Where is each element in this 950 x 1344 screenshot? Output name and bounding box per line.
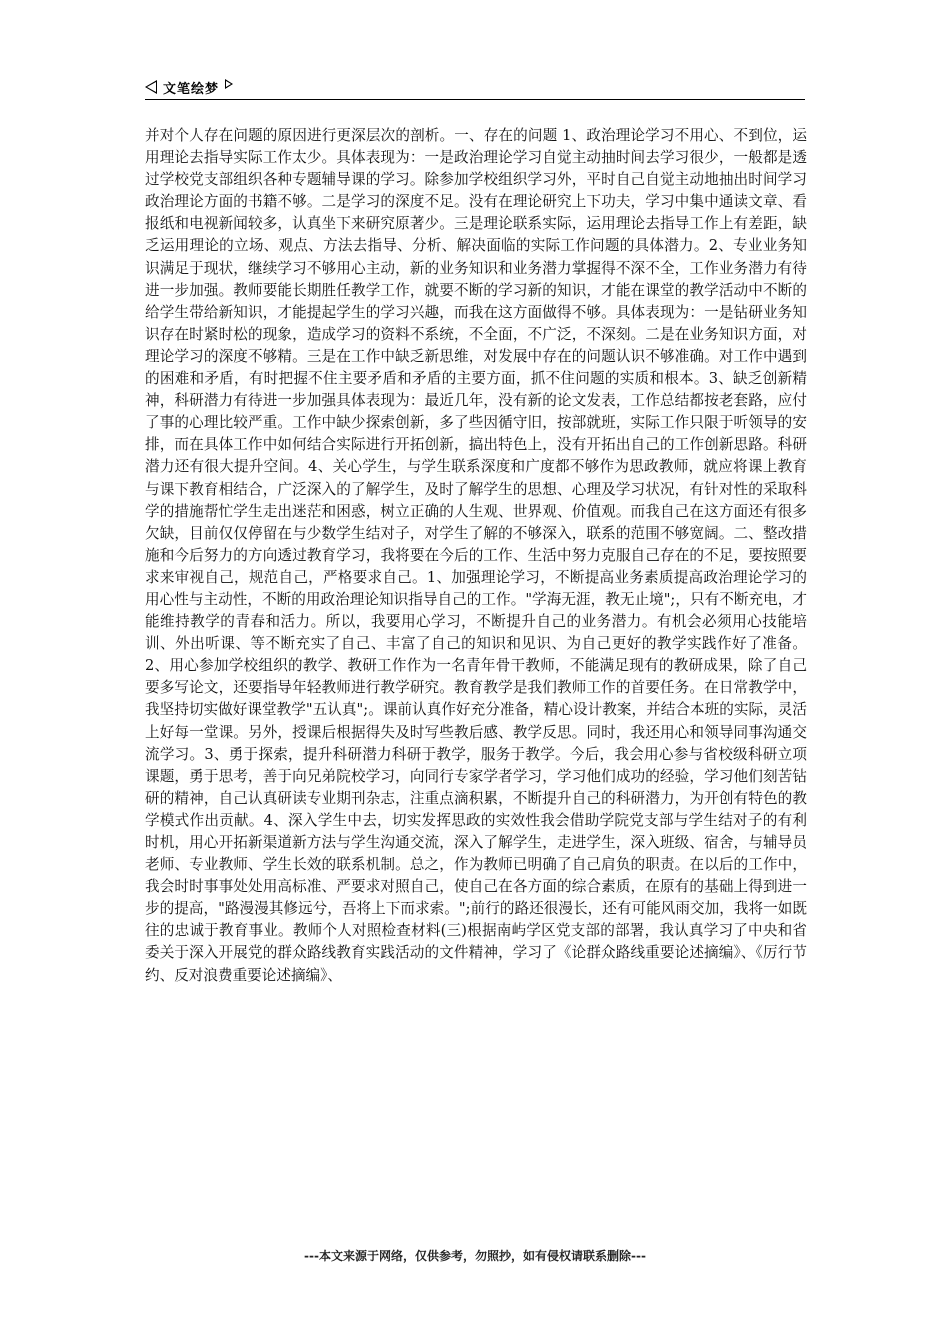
footer-notice: ---本文来源于网络，仅供参考，勿照抄，如有侵权请联系删除---	[304, 1249, 646, 1263]
header-divider	[145, 99, 805, 100]
page-header	[145, 76, 233, 98]
body-paragraph: 并对个人存在问题的原因进行更深层次的剖析。一、存在的问题 1、政治理论学习不用心、不到位，运用理论去指导实际工作太少。具体表现为：一是政治理论学习自觉主动抽时间去学习很少，一般都是透过学校党支部组织各种专题辅导课的学习。除参加学校组织学习外，平时自己自觉主动地抽出时间学习政治理论方面的书籍不够。二是学习的深度不足。没有在理论研究上下功夫，学习中集中通读文章、看报纸和电视新闻较多，认真坐下来研究原著少。三是理论联系实际，运用理论去指导工作上有差距，缺乏运用理论的立场、观点、方法去指导、分析、解决面临的实际工作问题的具体潜力。2、专业业务知识满足于现状，继续学习不够用心主动，新的业务知识和业务潜力掌握得不深不全，工作业务潜力有待进一步加强。教师要能长期胜任教学工作，就要不断的学习新的知识，才能在课堂的教学活动中不断的给学生带给新知识，才能提起学生的学习兴趣，而我在这方面做得不够。具体表现为：一是钻研业务知识存在时紧时松的现象，造成学习的资料不系统，不全面，不广泛，不深刻。二是在业务知识方面，对理论学习的深度不够精。三是在工作中缺乏新思维，对发展中存在的问题认识不够准确。对工作中遇到的困难和矛盾，有时把握不住主要矛盾和矛盾的主要方面，抓不住问题的实质和根本。3、缺乏创新精神，科研潜力有待进一步加强具体表现为：最近几年，没有新的论文发表，工作总结都按老套路，应付了事的心理比较严重。工作中缺少探索创新，多了些因循守旧，按部就班，实际工作只限于听领导的安排，而在具体工作中如何结合实际进行开拓创新，搞出特色上，没有开拓出自己的工作创新思路。科研潜力还有很大提升空间。4、关心学生，与学生联系深度和广度都不够作为思政教师，就应将课上教育与课下教育相结合，广泛深入的了解学生，及时了解学生的思想、心理及学习状况，有针对性的采取科学的措施帮忙学生走出迷茫和困惑，树立正确的人生观、世界观、价值观。而我自己在这方面还有很多欠缺，目前仅仅停留在与少数学生结对子，对学生了解的不够深入，联系的范围不够宽阔。二、整改措施和今后努力的方向透过教育学习，我将要在今后的工作、生活中努力克服自己存在的不足，要按照要求来审视自己，规范自己，严格要求自己。1、加强理论学习，不断提高业务素质提高政治理论学习的用心性与主动性，不断的用政治理论知识指导自己的工作。"学海无涯，教无止境";，只有不断充电，才能维持教学的青春和活力。所以，我要用心学习，不断提升自己的业务潜力。有机会必须用心技能培训、外出听课、等不断充实了自己、丰富了自己的知识和见识、为自己更好的教学实践作好了准备。2、用心参加学校组织的教学、教研工作作为一名青年骨干教师，不能满足现有的教研成果，除了自己要多写论文，还要指导年轻教师进行教学研究。教育教学是我们教师工作的首要任务。在日常教学中，我坚持切实做好课堂教学"五认真";。课前认真作好充分准备，精心设计教案，并结合本班的实际，灵活上好每一堂课。另外，授课后根据得失及时写些教后感、教学反思。同时，我还用心和领导同事沟通交流学习。3、勇于探索，提升科研潜力科研于教学，服务于教学。今后，我会用心参与省校级科研立项课题，勇于思考，善于向兄弟院校学习，向同行专家学者学习，学习他们成功的经验，学习他们刻苦钻研的精神，自己认真研读专业期刊杂志，注重点滴积累，不断提升自己的科研潜力，为开创有特色的教学模式作出贡献。4、深入学生中去，切实发挥思政的实效性我会借助学院党支部与学生结对子的有利时机，用心开拓新渠道新方法与学生沟通交流，深入了解学生，走进学生，深入班级、宿舍，与辅导员老师、专业教师、学生长效的联系机制。总之，作为教师已明确了自己肩负的职责。在以后的工作中，我会时时事事处处用高标准、严要求对照自己，使自己在各方面的综合素质，在原有的基础上得到进一步的提高，"路漫漫其修远兮，吾将上下而求索。";前行的路还很漫长，还有可能风雨交加，我将一如既往的忠诚于教育事业。教师个人对照检查材料(三)根据南屿学区党支部的部署，我认真学习了中央和省委关于深入开展党的群众路线教育实践活动的文件精神，学习了《论群众路线重要论述摘编》、《厉行节约、反对浪费重要论述摘编》、	[145, 127, 807, 984]
header-brand: 文笔绘梦	[163, 81, 220, 97]
triangle-right-icon	[225, 79, 233, 89]
triangle-left-icon	[145, 80, 157, 94]
